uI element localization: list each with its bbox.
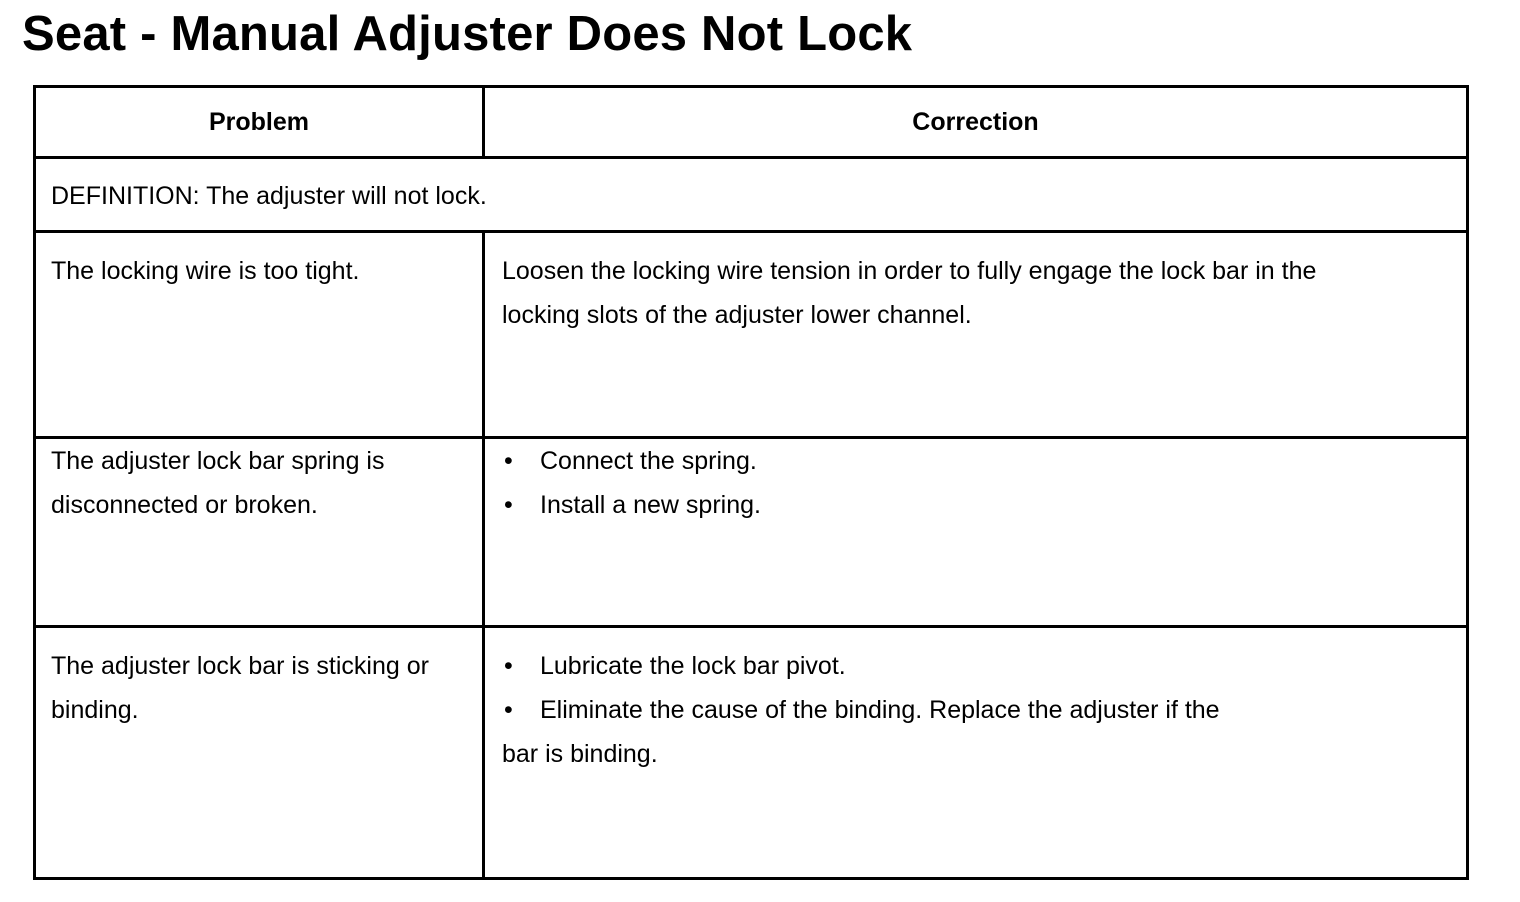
correction-cell (485, 233, 1466, 436)
bullet-icon: • (504, 447, 513, 475)
bullet-text: Lubricate the lock bar pivot. (540, 652, 846, 680)
bullet-item (502, 439, 1406, 483)
definition-text: DEFINITION: The adjuster will not lock. (51, 182, 487, 210)
bullet-icon: • (504, 696, 513, 724)
troubleshooting-table (33, 85, 1469, 880)
header-correction: Correction (912, 108, 1039, 136)
page-title: Seat - Manual Adjuster Does Not Lock (22, 7, 913, 61)
table-row (36, 628, 1466, 877)
table-header-row (36, 88, 1466, 159)
bullet-continuation-text: bar is binding. (502, 740, 658, 768)
bullet-icon: • (504, 491, 513, 519)
correction-text: Loosen the locking wire tension in order to fully engage the lock bar in the locking slots of the adjuster lower channel. (502, 257, 1317, 329)
definition-row (36, 159, 1466, 233)
problem-cell: The adjuster lock bar is sticking or binding. (36, 628, 485, 877)
bullet-item (502, 688, 1406, 732)
correction-cell (485, 628, 1466, 877)
correction-cell (485, 439, 1466, 625)
bullet-text: Install a new spring. (540, 491, 761, 519)
table-row (36, 233, 1466, 439)
bullet-icon: • (504, 652, 513, 680)
table-row (36, 439, 1466, 628)
bullet-item (502, 483, 1406, 527)
problem-cell: The adjuster lock bar spring is disconnected or broken. (36, 439, 485, 625)
header-problem: Problem (36, 88, 485, 156)
problem-cell: The locking wire is too tight. (36, 233, 485, 436)
bullet-item (502, 644, 1406, 688)
bullet-text: Connect the spring. (540, 447, 757, 475)
bullet-text: Eliminate the cause of the binding. Replace the adjuster if the (540, 696, 1220, 724)
